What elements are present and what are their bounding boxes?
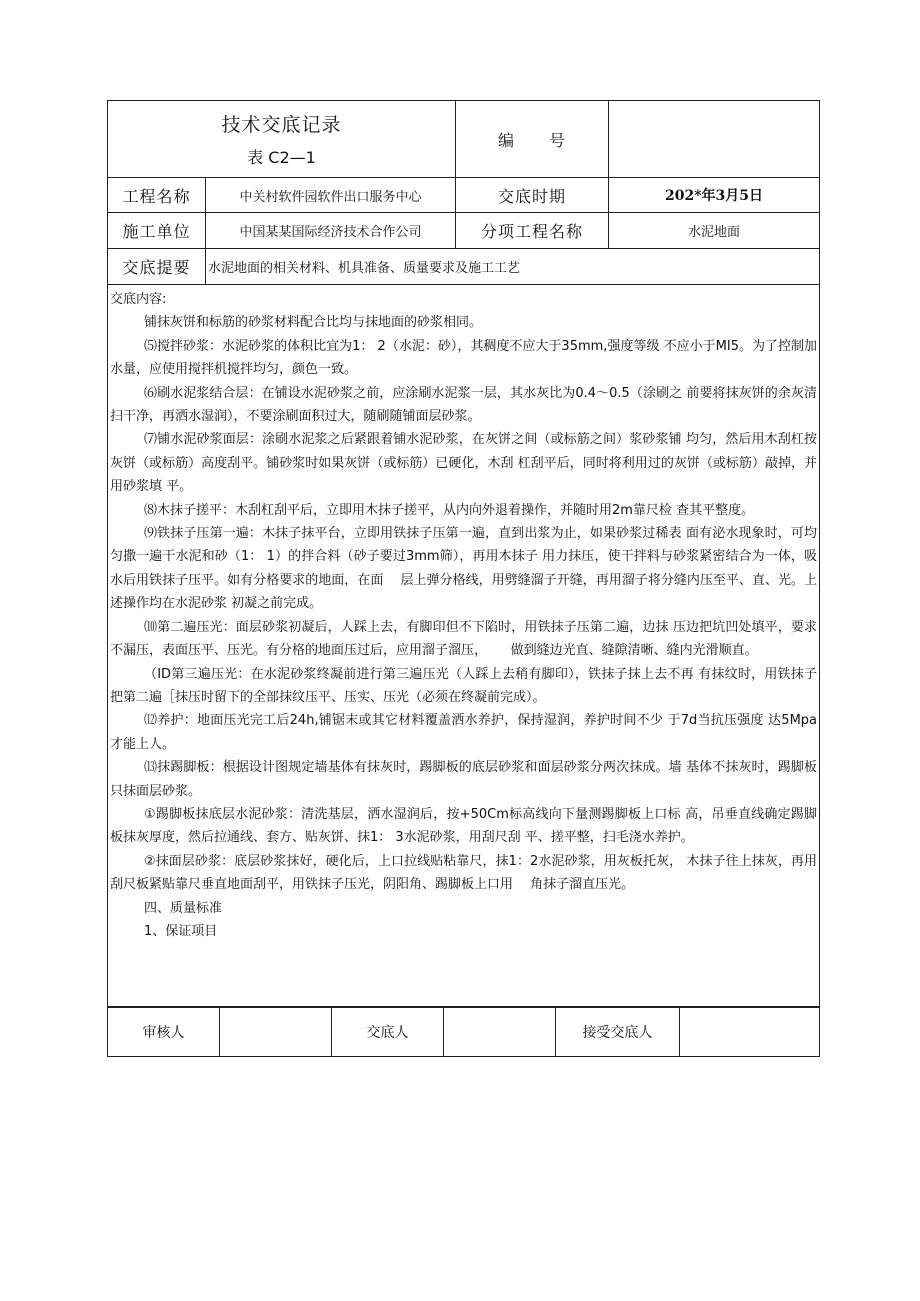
- form-title: 技术交底记录: [221, 114, 342, 136]
- content-paragraph: ⑹刷水泥浆结合层：在铺设水泥砂浆之前，应涂刷水泥浆一层，其水灰比为0.4～0.5（涂刷之 前要将抹灰饼的余灰清扫干净，再洒水湿润），不要涂刷面积过大，随刷随铺面层砂浆。: [110, 385, 818, 425]
- receiver-signature-field[interactable]: [680, 1008, 820, 1057]
- number-label: 编 号: [456, 101, 609, 178]
- discloser-signature-field[interactable]: [444, 1008, 556, 1057]
- reviewer-label: 审核人: [108, 1008, 220, 1057]
- section-subheading: 1、保证项目: [144, 923, 218, 939]
- content-paragraph: ⑻木抹子搓平：木刮杠刮平后，立即用木抹子搓平，从内向外退着操作，并随时用2m靠尺检 查其平整度。: [144, 502, 755, 518]
- content-paragraph: ⑼铁抹子压第一遍：木抹子抹平台，立即用铁抹子压第一遍，直到出浆为止，如果砂浆过稀表 面有泌水现象时，可均匀撒一遍干水泥和砂（1： 1）的拌合料（砂子要过3mm筛），再用木抹子 用力抹压，使干拌料与砂浆紧密结合为一体，吸水后用铁抹子压平。如有分格要求的地面，在面 层上弹分格线，用劈缝溜子开缝，再用溜子将分缝内压至平、直、光。上述操作均在水泥砂浆 初凝之前完成。: [110, 526, 818, 612]
- summary-label: 交底提要: [108, 249, 206, 285]
- reviewer-signature-field[interactable]: [220, 1008, 332, 1057]
- number-value[interactable]: [609, 101, 820, 178]
- unit-value[interactable]: 中国某某国际经济技术合作公司: [206, 213, 456, 249]
- content-paragraph: ⑿养护：地面压光完工后24h,铺锯末或其它材料覆盖洒水养护，保持湿润，养护时间不少 于7d当抗压强度 达5Mpa才能上人。: [110, 713, 818, 752]
- project-name-value[interactable]: 中关村软件园软件出口服务中心: [206, 178, 456, 213]
- date-label: 交底时期: [456, 178, 609, 213]
- content-paragraph: ⑺铺水泥砂浆面层：涂刷水泥浆之后紧跟着铺水泥砂浆，在灰饼之间（或标筋之间）浆砂浆铺 均匀，然后用木刮杠按灰饼（或标筋）高度刮平。铺砂浆时如果灰饼（或标筋）已硬化，木刮 杠刮平后，同时将利用过的灰饼（或标筋）敲掉，并用砂浆填 平。: [110, 432, 818, 495]
- form-number-code: 表 C2—1: [247, 148, 316, 167]
- discloser-label: 交底人: [332, 1008, 444, 1057]
- unit-label: 施工单位: [108, 213, 206, 249]
- content-paragraph: ⑸搅拌砂浆：水泥砂浆的体积比宜为1： 2（水泥：砂），其稠度不应大于35mm,强度等级 不应小于MI5。为了控制加水量，应使用搅拌机搅拌均匀，颜色一致。: [110, 338, 818, 378]
- form-header-cell: [108, 101, 456, 178]
- content-paragraph: ⒀抹踢脚板：根据设计图规定墙基体有抹灰时，踢脚板的底层砂浆和面层砂浆分两次抹成。墙 基体不抹灰时，踢脚板只抹面层砂浆。: [110, 760, 818, 799]
- content-cell: [108, 285, 820, 1007]
- technical-disclosure-form: [107, 100, 819, 1057]
- content-paragraph: ②抹面层砂浆：底层砂浆抹好，硬化后，上口拉线贴粘靠尺，抹1：2水泥砂浆，用灰板托灰， 木抹子往上抹灰，再用刮尺板紧贴靠尺垂直地面刮平，用铁抹子压光，阴阳角、踢脚板上口用 角抹子溜直压光。: [110, 853, 818, 893]
- date-value[interactable]: 202*年3月5日: [609, 178, 820, 213]
- content-paragraph: （ID第三遍压光：在水泥砂浆终凝前进行第三遍压光（人踩上去稍有脚印），铁抹子抹上去不再 有抹纹时，用铁抹子把第二遍［抹压时留下的全部抹纹压平、压实、压光（必须在终凝前完成）。: [110, 666, 818, 705]
- content-heading: 交底内容:: [110, 292, 167, 307]
- content-paragraph: ⑽第二遍压光：面层砂浆初凝后，人踩上去，有脚印但不下陷时，用铁抹子压第二遍，边抹 压边把坑凹处填平，要求不漏压，表面压平、压光。有分格的地面压过后，应用溜子溜压， 做到缝边光直、缝隙清晰、缝内光滑顺直。: [110, 619, 818, 659]
- summary-value[interactable]: 水泥地面的相关材料、机具准备、质量要求及施工工艺: [206, 249, 820, 285]
- section-heading-quality: 四、质量标准: [144, 900, 223, 916]
- signature-table: [107, 1007, 820, 1057]
- receiver-label: 接受交底人: [556, 1008, 680, 1057]
- sub-project-value[interactable]: 水泥地面: [609, 213, 820, 249]
- content-paragraph: 铺抹灰饼和标筋的砂浆材料配合比均与抹地面的砂浆相同。: [144, 315, 483, 331]
- project-name-label: 工程名称: [108, 178, 206, 213]
- sub-project-label: 分项工程名称: [456, 213, 609, 249]
- content-paragraph: ①踢脚板抹底层水泥砂浆：清洗基层，洒水湿润后，按+50Cm标高线向下量测踢脚板上口标 高，吊垂直线确定踢脚板抹灰厚度，然后拉通线、套方、贴灰饼、抹1： 3水泥砂浆，用刮尺刮 平、搓平整，扫毛浇水养护。: [110, 806, 818, 846]
- form-table: [107, 100, 820, 1007]
